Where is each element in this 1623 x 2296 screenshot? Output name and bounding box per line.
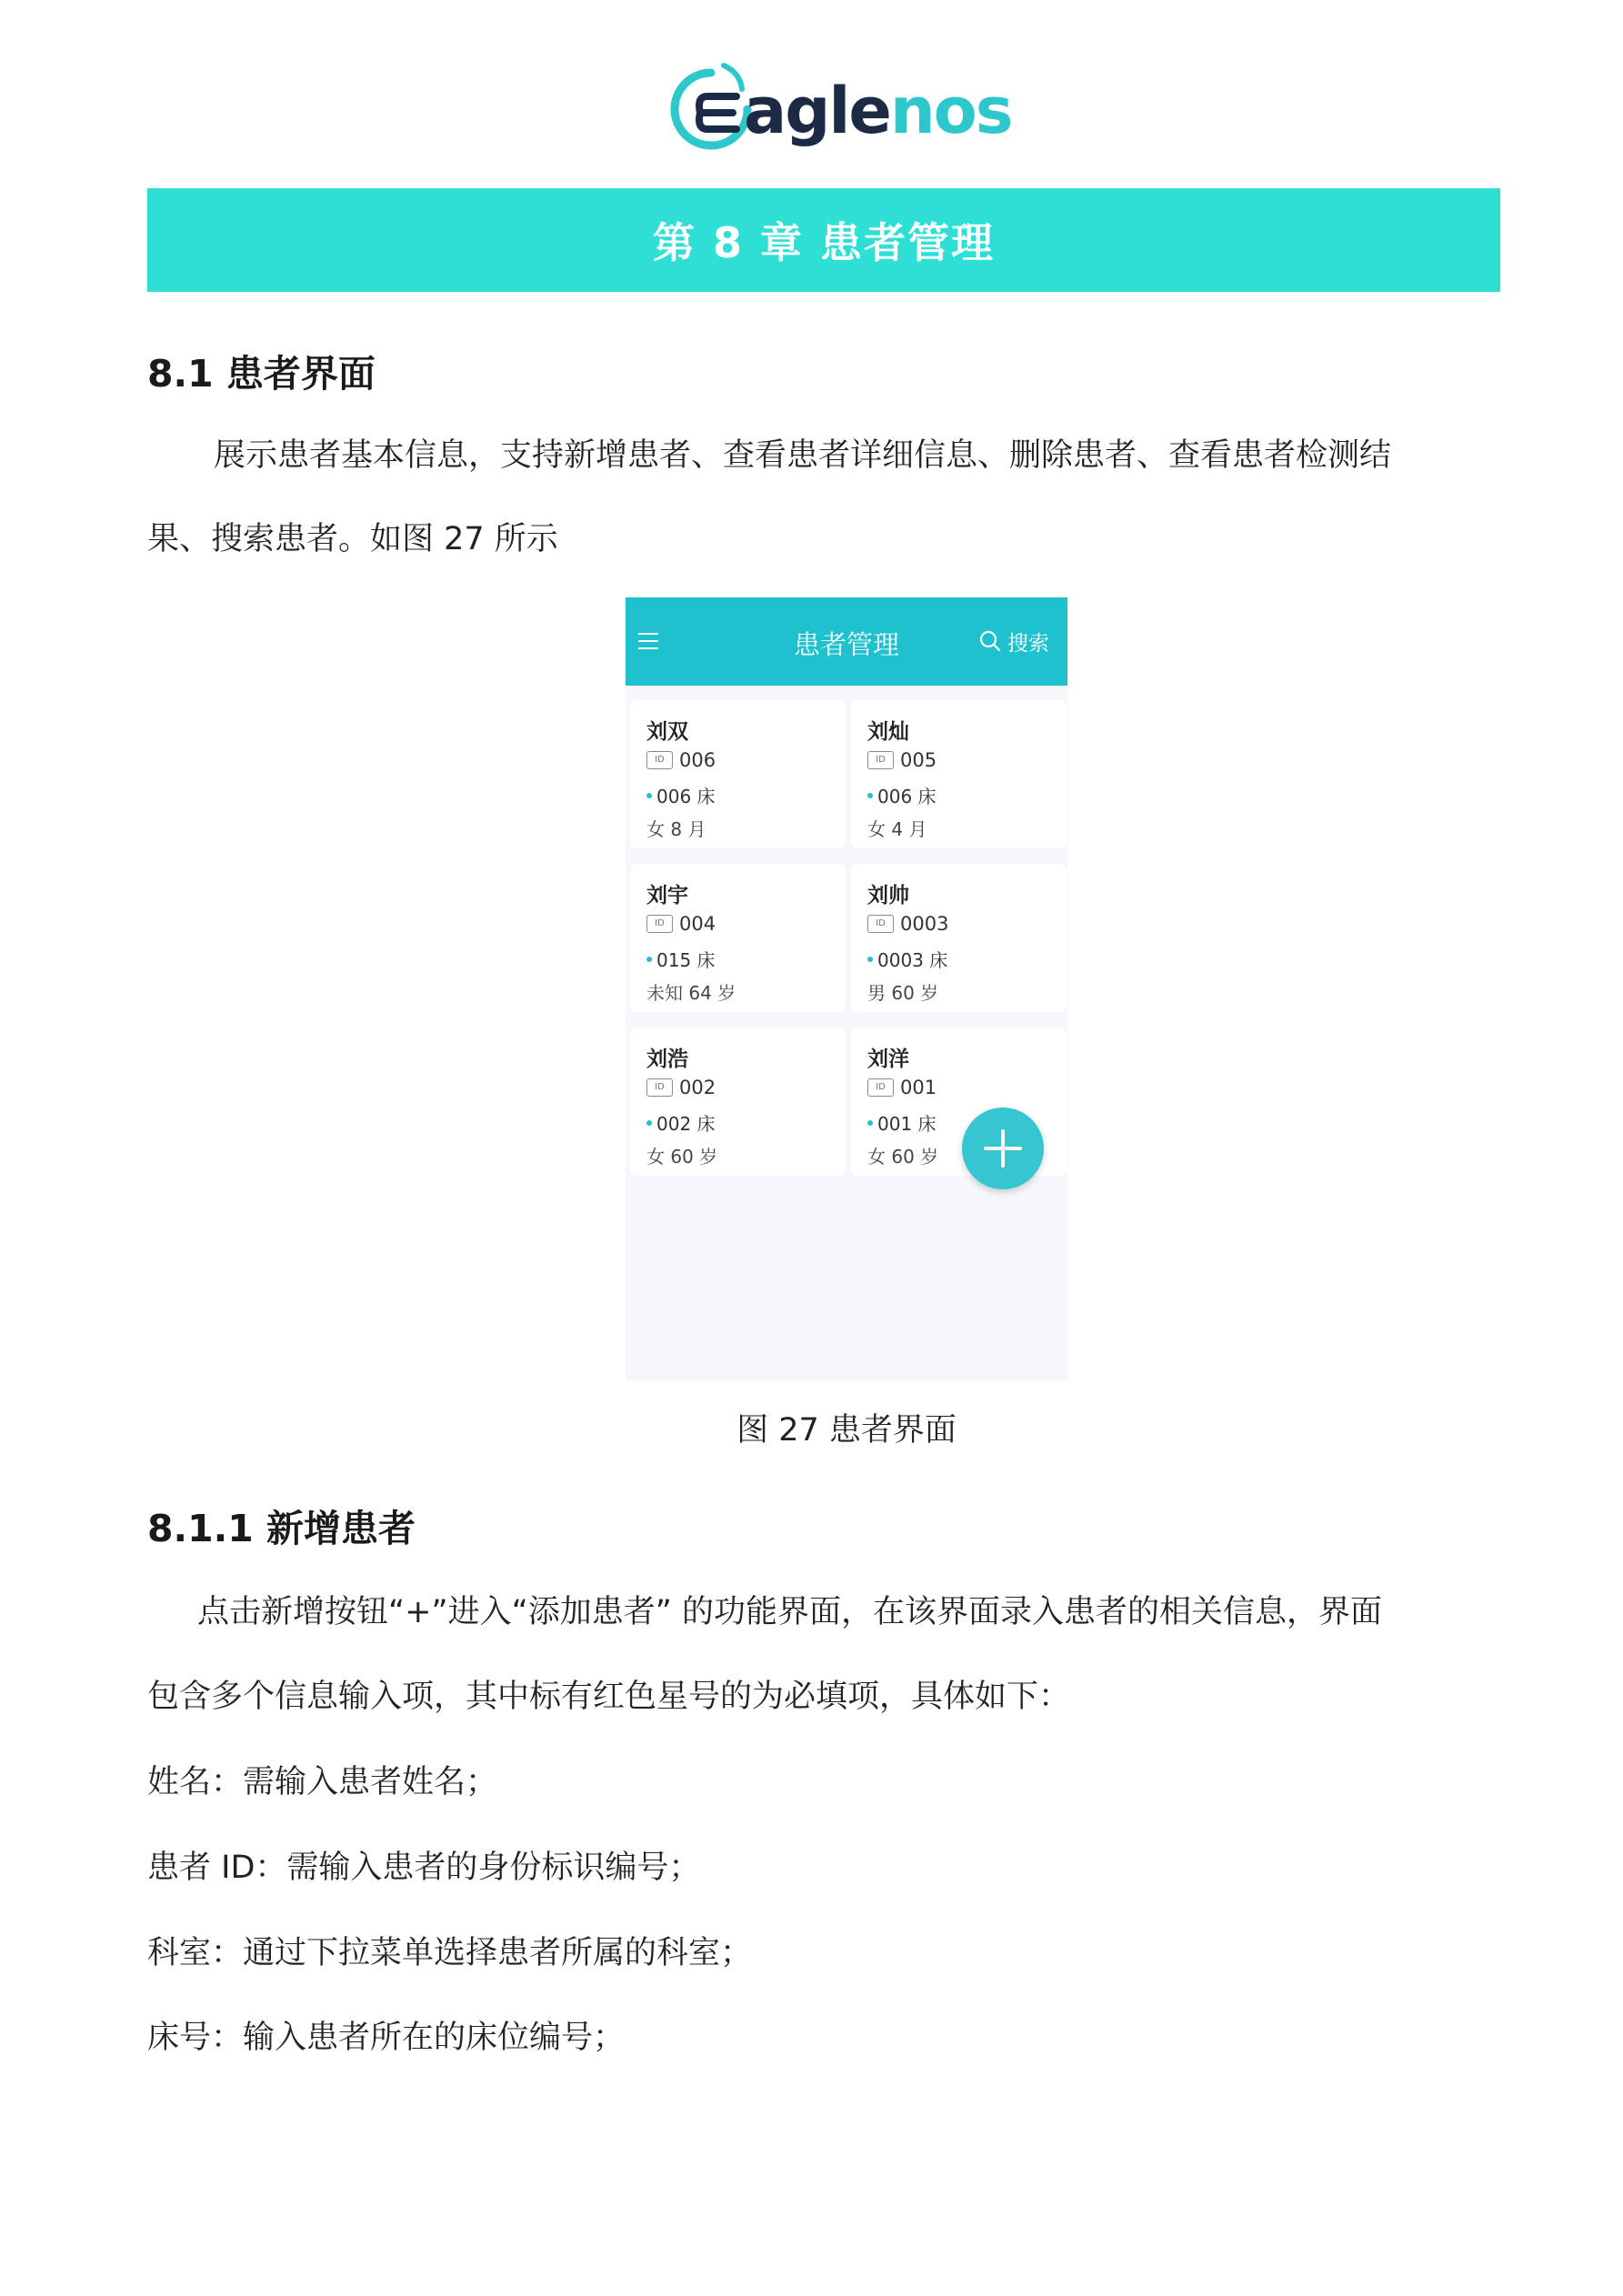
patient-gender-age: 女 60 岁: [646, 1146, 718, 1168]
logo-text-dark: agle: [744, 74, 890, 148]
eaglenos-logo: [664, 56, 1012, 165]
id-badge-icon: ID: [646, 751, 673, 769]
patient-name: 刘灿: [867, 720, 909, 744]
id-badge-icon: ID: [646, 1078, 673, 1097]
bed-dot-icon: [867, 1120, 873, 1126]
patient-bed: 015 床: [656, 949, 716, 971]
patient-id: 001: [900, 1077, 937, 1098]
patient-bed: 001 床: [877, 1113, 937, 1135]
patient-gender-age: 男 60 岁: [867, 982, 939, 1004]
patient-card[interactable]: [851, 700, 1067, 848]
patient-id: 005: [900, 749, 937, 771]
section-8-1-1-paragraph-line-2: 包含多个信息输入项，其中标有红色星号的为必填项，具体如下：: [147, 1679, 1071, 1715]
patient-bed: 002 床: [656, 1113, 716, 1135]
patient-bed: 0003 床: [877, 949, 948, 971]
patient-bed: 006 床: [656, 786, 716, 807]
field-item-bed-number: 床号：输入患者所在的床位编号；: [147, 2020, 626, 2056]
field-item-patient-id: 患者 ID：需输入患者的身份标识编号；: [147, 1850, 701, 1886]
add-patient-button[interactable]: [962, 1108, 1044, 1189]
section-8-1-1-paragraph-line-1: 点击新增按钮“+”进入“添加患者” 的功能界面，在该界面录入患者的相关信息，界面: [197, 1594, 1382, 1630]
patient-gender-age: 女 8 月: [646, 818, 706, 840]
patient-name: 刘帅: [867, 884, 909, 907]
bed-dot-icon: [646, 793, 652, 798]
patient-id: 006: [679, 749, 716, 771]
patient-card[interactable]: [630, 700, 846, 848]
figure-caption: 图 27 患者界面: [736, 1412, 957, 1449]
bed-dot-icon: [867, 793, 873, 798]
patient-list-screenshot: [626, 597, 1067, 1381]
field-item-department: 科室：通过下拉菜单选择患者所属的科室；: [147, 1935, 753, 1971]
app-header-title: 患者管理: [793, 629, 899, 660]
patient-card[interactable]: [851, 864, 1067, 1012]
chapter-title: 第 8 章 患者管理: [652, 218, 996, 267]
patient-bed: 006 床: [877, 786, 937, 807]
patient-gender-age: 女 60 岁: [867, 1146, 939, 1168]
section-8-1-paragraph-line-1: 展示患者基本信息，支持新增患者、查看患者详细信息、删除患者、查看患者检测结: [214, 437, 1392, 474]
patient-id: 002: [679, 1077, 716, 1098]
patient-name: 刘双: [646, 720, 688, 744]
search-icon: [978, 629, 1002, 653]
patient-name: 刘宇: [646, 884, 688, 907]
patient-card[interactable]: [630, 864, 846, 1012]
field-item-name: 姓名：需输入患者姓名；: [147, 1764, 498, 1800]
app-header: [626, 597, 1067, 686]
section-heading-8-1-1: 8.1.1 新增患者: [147, 1507, 416, 1550]
id-badge-icon: ID: [646, 915, 673, 933]
search-label: 搜索: [1007, 631, 1049, 656]
patient-name: 刘浩: [646, 1048, 688, 1071]
section-heading-8-1: 8.1 患者界面: [147, 352, 376, 396]
patient-id: 0003: [900, 913, 949, 935]
id-badge-icon: ID: [867, 751, 894, 769]
chapter-banner: [147, 188, 1500, 292]
logo-text-teal: nos: [889, 74, 1012, 148]
id-badge-icon: ID: [867, 915, 894, 933]
patient-gender-age: 未知 64 岁: [646, 982, 736, 1004]
patient-gender-age: 女 4 月: [867, 818, 927, 840]
id-badge-icon: ID: [867, 1078, 894, 1097]
bed-dot-icon: [646, 1120, 652, 1126]
bed-dot-icon: [867, 957, 873, 962]
search-button[interactable]: [978, 626, 1049, 657]
section-8-1-paragraph-line-2: 果、搜索患者。如图 27 所示: [147, 521, 558, 557]
bed-dot-icon: [646, 957, 652, 962]
patient-id: 004: [679, 913, 716, 935]
patient-card[interactable]: [630, 1028, 846, 1176]
patient-name: 刘洋: [867, 1048, 909, 1071]
